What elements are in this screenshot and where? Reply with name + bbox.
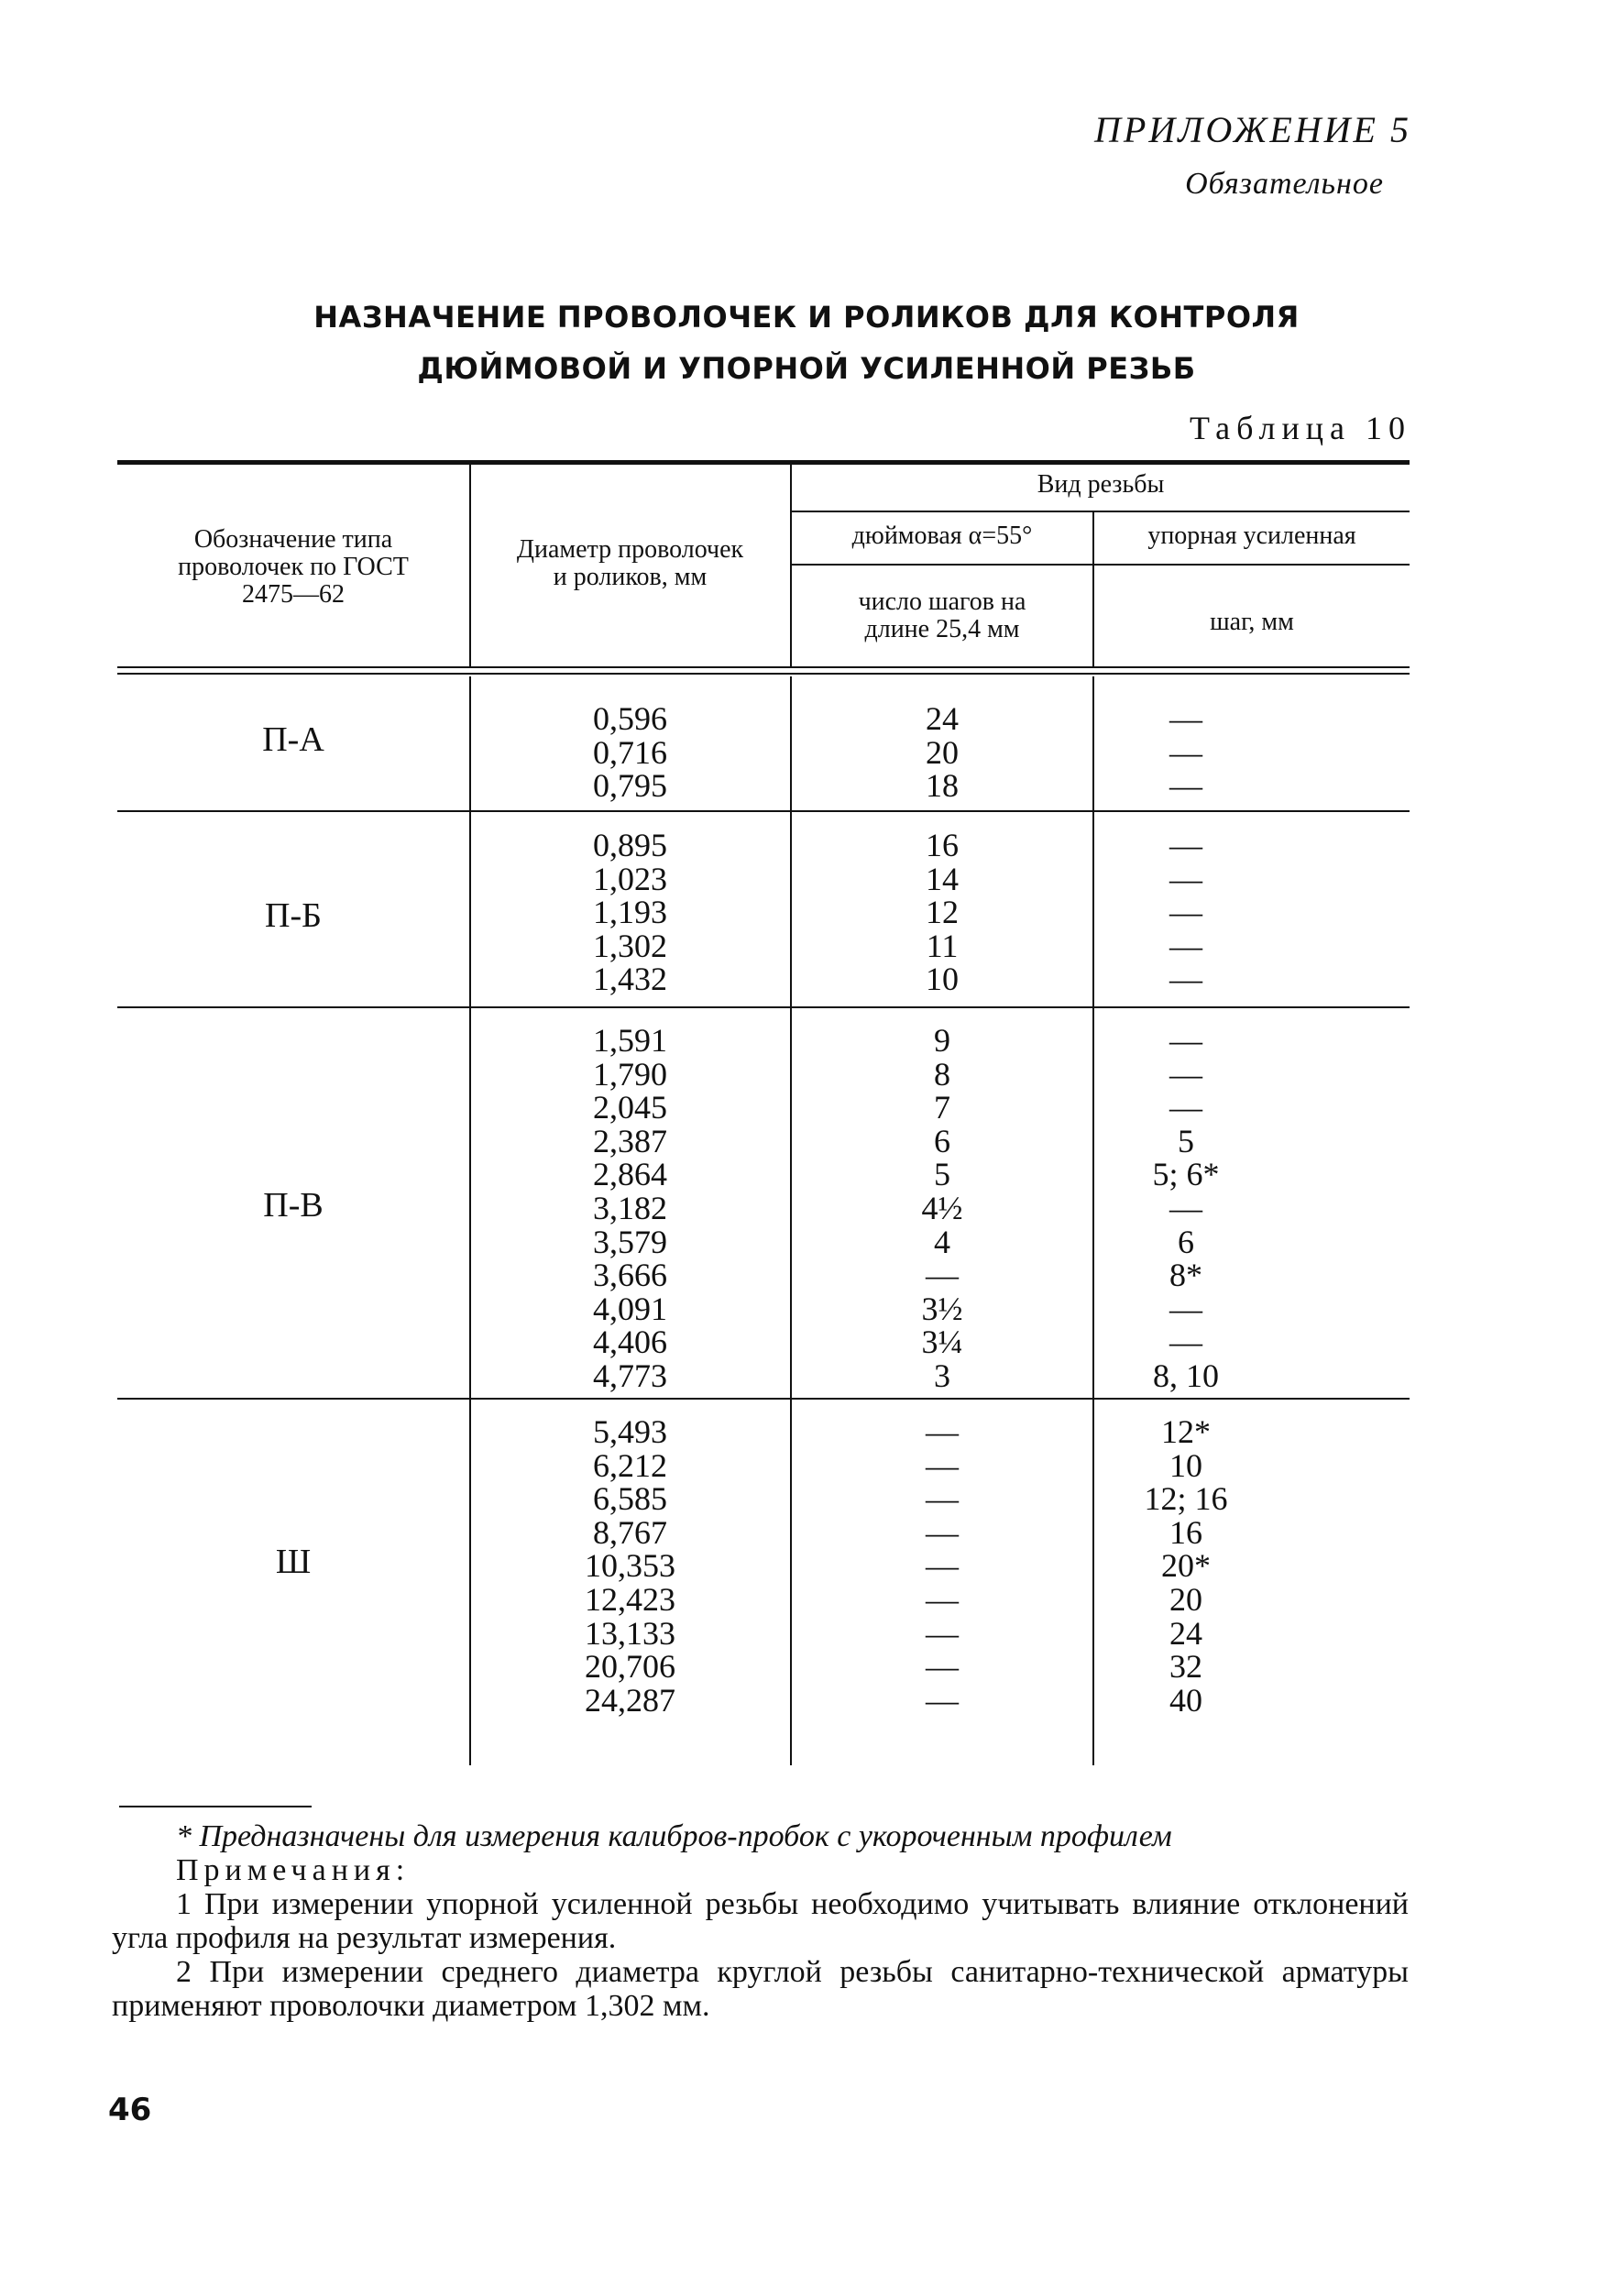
header-diameter <box>472 536 788 591</box>
tpi-cell: 9 <box>934 1022 950 1059</box>
diameter-cell: 5,493 <box>593 1413 667 1450</box>
diameter-cell: 3,182 <box>593 1190 667 1226</box>
footnote-rule <box>119 1806 312 1807</box>
header-bottom-rule-1 <box>117 666 1410 668</box>
diameter-cell: 4,091 <box>593 1290 667 1327</box>
tpi-cell: — <box>926 1681 959 1719</box>
tpi-cell: 3½ <box>921 1290 963 1327</box>
diameter-cell: 2,387 <box>593 1122 667 1159</box>
pitch-cell: 16 <box>1169 1513 1202 1551</box>
header-divider-1 <box>469 465 471 668</box>
group-type-label: П-Б <box>265 896 322 935</box>
tpi-cell: — <box>926 1413 959 1450</box>
pitch-cell: — <box>1169 767 1202 805</box>
tpi-cell: 4 <box>934 1223 950 1260</box>
pitch-cell: — <box>1169 1055 1202 1093</box>
tpi-cell: 24 <box>926 700 959 737</box>
tpi-cell: 20 <box>926 733 959 771</box>
pitch-cell: — <box>1169 733 1202 771</box>
pitch-cell: 5; 6* <box>1152 1156 1220 1193</box>
page-number: 46 <box>108 2092 152 2128</box>
tpi-cell: — <box>926 1480 959 1518</box>
tpi-cell: 14 <box>926 860 959 897</box>
header-tpi-line-1: число шагов на <box>858 588 1026 616</box>
table-top-rule <box>117 460 1410 465</box>
diameter-cell: 0,795 <box>593 767 667 805</box>
diameter-cell: 0,596 <box>593 700 667 737</box>
diameter-cell: 12,423 <box>585 1581 675 1618</box>
heading-line-2: ДЮЙМОВОЙ И УПОРНОЙ УСИЛЕННОЙ РЕЗЬБ <box>417 351 1196 386</box>
appendix-subtitle: Обязательное <box>1185 167 1384 201</box>
diameter-cell: 1,302 <box>593 927 667 964</box>
pitch-cell: 5 <box>1178 1122 1194 1159</box>
pitch-cell: — <box>1169 700 1202 737</box>
header-type-line-1: Обозначение типа <box>193 525 393 554</box>
header-buttress-thread: упорная усиленная <box>1147 522 1356 550</box>
header-type-line-3: 2475—62 <box>242 580 345 609</box>
notes-title: Примечания: <box>176 1853 411 1887</box>
header-pitch: шаг, мм <box>1210 608 1294 636</box>
tpi-cell: 16 <box>926 827 959 863</box>
header-tpi-line-2: длине 25,4 мм <box>864 615 1020 643</box>
tpi-cell: 5 <box>934 1156 950 1193</box>
pitch-cell: 12; 16 <box>1144 1480 1228 1518</box>
group-type-label: Ш <box>275 1543 312 1581</box>
diameter-cell: 20,706 <box>585 1648 675 1686</box>
diameter-cell: 13,133 <box>585 1614 675 1652</box>
header-type-designation <box>119 526 467 609</box>
heading-line-1: НАЗНАЧЕНИЕ ПРОВОЛОЧЕК И РОЛИКОВ ДЛЯ КОНТРОЛЯ <box>313 300 1300 335</box>
notes-block <box>112 1819 1409 2023</box>
header-type-line-2: проволочек по ГОСТ <box>178 553 409 581</box>
group-type-label: П-А <box>262 720 324 759</box>
header-inch-thread: дюймовая α=55° <box>851 522 1033 550</box>
tpi-cell: 4½ <box>921 1190 963 1226</box>
tpi-cell: — <box>926 1446 959 1484</box>
header-rule-subtype <box>790 564 1410 566</box>
pitch-cell: — <box>1169 860 1202 897</box>
diameter-cell: 0,716 <box>593 733 667 771</box>
diameter-cell: 1,790 <box>593 1055 667 1093</box>
header-diameter-line-1: Диаметр проволочек <box>516 535 744 564</box>
tpi-cell: — <box>926 1547 959 1585</box>
pitch-cell: 10 <box>1169 1446 1202 1484</box>
pitch-cell: — <box>1169 1290 1202 1327</box>
tpi-cell: 6 <box>934 1122 950 1159</box>
tpi-cell: 7 <box>934 1089 950 1126</box>
tpi-cell: 10 <box>926 961 959 998</box>
pitch-cell: — <box>1169 827 1202 863</box>
diameter-cell: 10,353 <box>585 1547 675 1585</box>
pitch-cell: — <box>1169 1190 1202 1226</box>
pitch-cell: — <box>1169 1022 1202 1059</box>
pitch-cell: — <box>1169 1324 1202 1361</box>
pitch-cell: — <box>1169 894 1202 931</box>
diameter-cell: 1,193 <box>593 894 667 931</box>
tpi-cell: — <box>926 1257 959 1294</box>
diameter-cell: 4,406 <box>593 1324 667 1361</box>
diameter-cell: 24,287 <box>585 1681 675 1719</box>
pitch-cell: 8, 10 <box>1153 1357 1219 1394</box>
diameter-cell: 1,591 <box>593 1022 667 1059</box>
header-thread-type: Вид резьбы <box>1037 470 1165 499</box>
pitch-cell: 32 <box>1169 1648 1202 1686</box>
pitch-cell: 20* <box>1161 1547 1211 1585</box>
pitch-cell: 6 <box>1178 1223 1194 1260</box>
pitch-cell: 40 <box>1169 1681 1202 1719</box>
group-separator-3 <box>117 1398 1410 1400</box>
footnote-text: * Предназначены для измерения калибров-пробок с укороченным профилем <box>176 1819 1172 1853</box>
diameter-cell: 4,773 <box>593 1357 667 1394</box>
diameter-cell: 2,045 <box>593 1089 667 1126</box>
tpi-cell: 3¼ <box>921 1324 963 1361</box>
tpi-cell: 18 <box>926 767 959 805</box>
pitch-cell: 8* <box>1169 1257 1202 1294</box>
diameter-cell: 1,432 <box>593 961 667 998</box>
table-number: Таблица 10 <box>1190 410 1411 446</box>
appendix-title: ПРИЛОЖЕНИЕ 5 <box>1094 109 1411 150</box>
group-type-label: П-В <box>263 1186 324 1225</box>
tpi-cell: 8 <box>934 1055 950 1093</box>
header-rule-thread-type <box>790 511 1410 512</box>
diameter-cell: 6,585 <box>593 1480 667 1518</box>
header-diameter-line-2: и роликов, мм <box>553 563 708 591</box>
header-tpi <box>792 588 1092 643</box>
tpi-cell: — <box>926 1513 959 1551</box>
diameter-cell: 2,864 <box>593 1156 667 1193</box>
pitch-cell: 12* <box>1161 1413 1211 1450</box>
note-1: 1 При измерении упорной усиленной резьбы необходимо учитывать влияние отклонений угла профиля на результат измерения. <box>112 1887 1409 1955</box>
tpi-cell: 11 <box>926 927 959 964</box>
diameter-cell: 1,023 <box>593 860 667 897</box>
group-separator-1 <box>117 810 1410 812</box>
header-bottom-rule-2 <box>117 673 1410 675</box>
diameter-cell: 8,767 <box>593 1513 667 1551</box>
tpi-cell: — <box>926 1581 959 1618</box>
pitch-cell: 20 <box>1169 1581 1202 1618</box>
diameter-cell: 0,895 <box>593 827 667 863</box>
pitch-cell: 24 <box>1169 1614 1202 1652</box>
tpi-cell: 12 <box>926 894 959 931</box>
pitch-cell: — <box>1169 1089 1202 1126</box>
pitch-cell: — <box>1169 961 1202 998</box>
tpi-cell: — <box>926 1614 959 1652</box>
group-separator-2 <box>117 1006 1410 1008</box>
diameter-cell: 3,579 <box>593 1223 667 1260</box>
pitch-cell: — <box>1169 927 1202 964</box>
tpi-cell: 3 <box>934 1357 950 1394</box>
diameter-cell: 3,666 <box>593 1257 667 1294</box>
note-2: 2 При измерении среднего диаметра круглой резьбы санитарно-технической арматуры применяют проволочки диаметром 1,302 мм. <box>112 1955 1409 2023</box>
tpi-cell: — <box>926 1648 959 1686</box>
diameter-cell: 6,212 <box>593 1446 667 1484</box>
